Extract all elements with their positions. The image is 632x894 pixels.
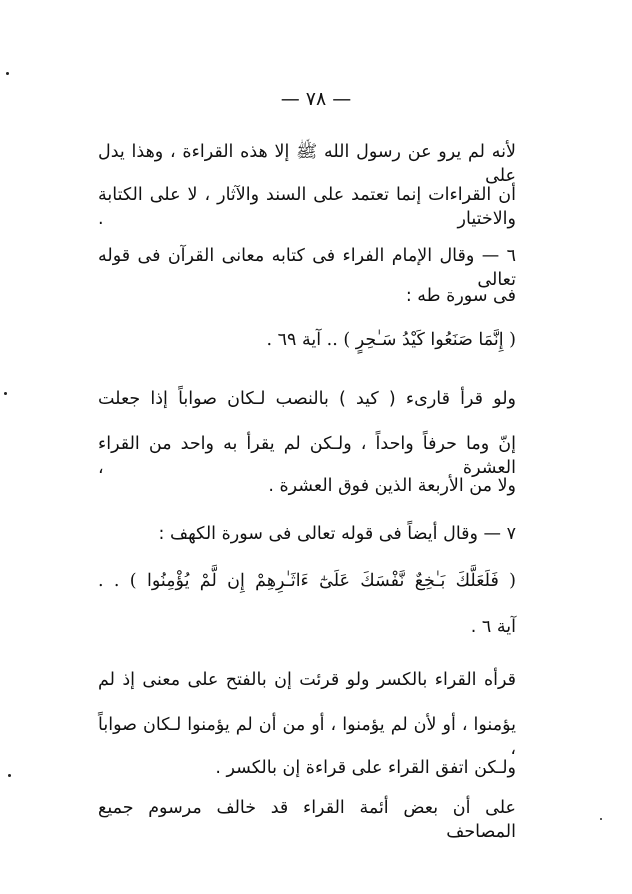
- scan-speck: [600, 818, 602, 820]
- paragraph-line-6: ولو قرأ قارىء ( كيد ) بالنصب لـكان صواباً إذا جعلت: [98, 389, 516, 409]
- paragraph-line-2: أن القراءات إنما تعتمد على السند والآثار ، لا على الكتابة والاختيار .: [98, 185, 516, 229]
- paragraph-line-4: فى سورة طه :: [405, 286, 516, 306]
- paragraph-line-1: لأنه لم يرو عن رسول الله ﷺ إلا هذه القراءة ، وهذا يدل على: [98, 142, 516, 186]
- paragraph-line-13: يؤمنوا ، أو لأن لم يؤمنوا ، أو من أن لم يؤمنوا لـكان صواباً ،: [98, 715, 516, 759]
- paragraph-line-14: ولـكن اتفق القراء على قراءة إن بالكسر .: [215, 758, 516, 778]
- paragraph-line-9: ٧ — وقال أيضاً فى قوله تعالى فى سورة الكهف :: [158, 524, 516, 544]
- paragraph-line-8: ولا من الأربعة الذين فوق العشرة .: [268, 476, 516, 496]
- verse-reference: آية ٦ .: [470, 617, 516, 637]
- scan-speck: [4, 392, 7, 395]
- quranic-verse-2: ( فَلَعَلَّكَ بَـٰخِعٌ نَّفْسَكَ عَلَىٰٓ ءَاثَـٰرِهِمْ إِن لَّمْ يُؤْمِنُوا ) . .: [98, 571, 516, 591]
- paragraph-line-3: ٦ — وقال الإمام الفراء فى كتابه معانى القرآن فى قوله تعالى: [98, 246, 516, 290]
- paragraph-line-15: على أن بعض أئمة القراء قد خالف مرسوم جميع المصاحف: [98, 798, 516, 842]
- scan-speck: [8, 774, 11, 777]
- paragraph-line-12: قرأه القراء بالكسر ولو قرئت إن بالفتح على معنى إذ لم: [98, 670, 516, 690]
- page-number: — ٧٨ —: [280, 88, 352, 110]
- quranic-verse-1: ( إِنَّمَا صَنَعُوا كَيْدُ سَـٰحِرٍ ) .. آية ٦٩ .: [266, 330, 516, 350]
- scan-speck: [6, 72, 9, 75]
- paragraph-line-7: إنّ وما حرفاً واحداً ، ولـكن لم يقرأ به واحد من القراء العشرة ،: [98, 434, 516, 478]
